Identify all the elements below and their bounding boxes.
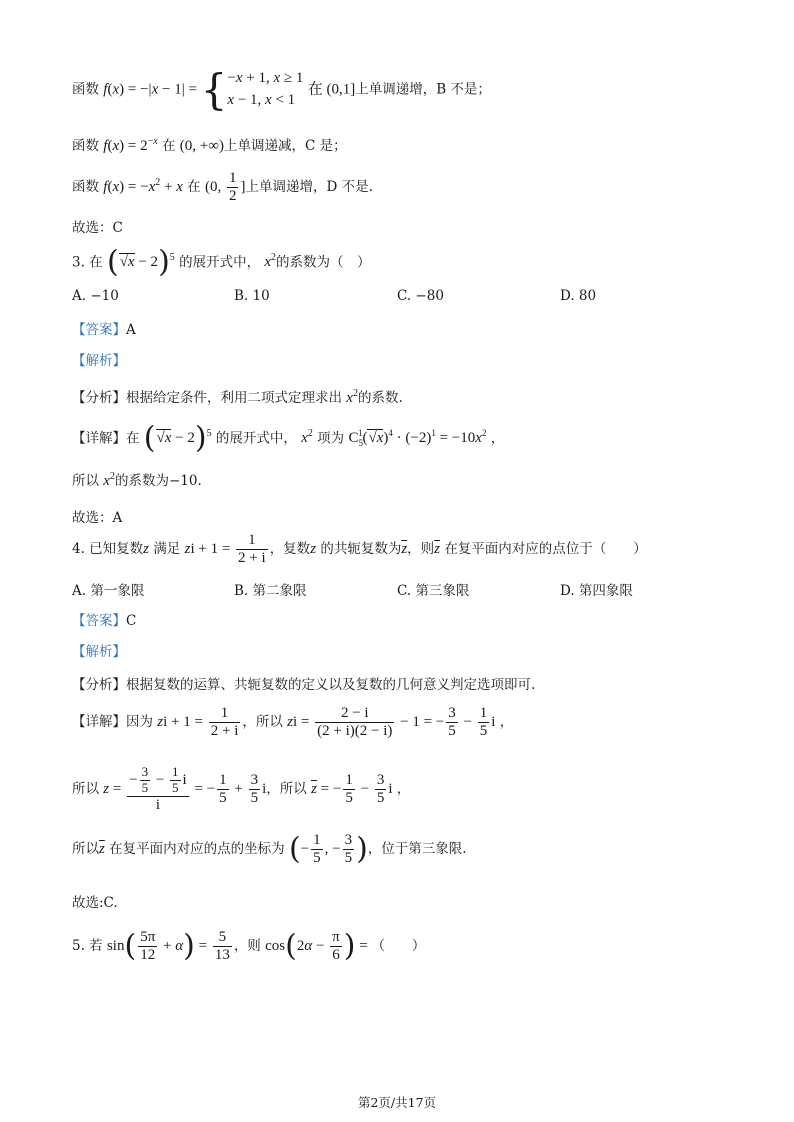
q4-option-c[interactable]: C. 第三象限 xyxy=(397,583,470,599)
q4-option-b[interactable]: B. 第二象限 xyxy=(234,583,307,599)
page-footer: 第2页/共17页 xyxy=(357,1095,437,1110)
q2-line-c: 函数 $f(x) = 2^{-x}$ 在 (0, +∞)上单调递减，C 是； xyxy=(72,136,347,154)
q4-xiangjie: 【详解】因为 zi + 1 = $\frac{1}{2 + i}$ ，所以 zi = $\frac{2 - i}{(2 + i)(2 - i)}$ − 1 = − $\frac{3}{5}$ − $\frac{1}{5}$ i ， xyxy=(72,705,514,740)
q3-fenxi: 【分析】根据给定条件，利用二项式定理求出 $x^2$的系数. xyxy=(72,388,403,406)
q3-option-c[interactable]: C. −80 xyxy=(397,288,444,304)
q3-option-a[interactable]: A. −10 xyxy=(72,288,119,304)
q3-analysis-tag: 【解析】 xyxy=(72,353,126,369)
q2-choice: 故选：C xyxy=(72,220,123,236)
q3-conclusion: 所以 $x^2$的系数为−10. xyxy=(72,471,202,489)
q4-analysis-tag: 【解析】 xyxy=(72,644,126,660)
q4-option-d[interactable]: D. 第四象限 xyxy=(560,583,633,599)
q5-stem: 5. 若 sin( $\frac{5\pi}{12}$ + α) = $\frac{5}{13}$ ，则 cos(2α − $\frac{\pi}{6}$ ) = （ ） xyxy=(72,928,426,964)
q4-line2: 所以 z = − $\frac{3}{5}$ − $\frac{1}{5}$ i i = − $\frac{1}{5}$ + $\frac{3}{5}$ i，所以 $\overline{z}$ = − $\frac{1}{5}$ − $\frac{3}{5}$ i ， xyxy=(72,764,411,813)
q4-options xyxy=(72,579,734,599)
q4-choice: 故选:C. xyxy=(72,895,118,911)
q2-line-b: 函数 f(x) = −|x − 1| = { −x + 1, x ≥ 1 x − 1, x < 1 在 (0,1]上单调递增，B 不是； xyxy=(72,64,491,114)
q3-options xyxy=(72,288,734,308)
piecewise-cases: −x + 1, x ≥ 1 x − 1, x < 1 xyxy=(227,70,304,108)
q2-line-d: 函数 $f(x) = -x^2 + x$ 在 (0, $\frac{1}{2}$ ]上单调递增，D 不是. xyxy=(72,170,373,205)
q4-line3: 所以$\overline{z}$ 在复平面内对应的点的坐标为 (− $\frac{1}{5}$ , − $\frac{3}{5}$ )，位于第三象限. xyxy=(72,831,467,867)
q2-func-b: f(x) = −|x − 1| = xyxy=(103,81,201,98)
q4-answer: 【答案】C xyxy=(72,613,137,629)
q3-stem: 3. 在 $(√x - 2)^5$ 的展开式中， $x^2$的系数为（ ） xyxy=(72,245,371,280)
q3-answer: 【答案】A xyxy=(72,322,136,338)
q3-option-b[interactable]: B. 10 xyxy=(234,288,270,304)
q4-option-a[interactable]: A. 第一象限 xyxy=(72,583,145,599)
q4-stem: 4. 已知复数z 满足 zi + 1 = $\frac{1}{2 + i}$ ，复数z 的共轭复数为$\overline{z}$，则$\overline{z}$ 在复平面内对应的点位于（ ） xyxy=(72,532,647,567)
q4-fenxi: 【分析】根据复数的运算、共轭复数的定义以及复数的几何意义判定选项即可. xyxy=(72,677,536,693)
q3-option-d[interactable]: D. 80 xyxy=(560,288,597,304)
q3-xiangjie: 【详解】在 $(√x - 2)^5$ 的展开式中， $x^2$ 项为 $C_5^1(√x)^4 \cdot (-2)^1 = -10x^2$ ， xyxy=(72,421,505,456)
cases-brace: { xyxy=(200,64,228,114)
q3-choice: 故选：A xyxy=(72,510,123,526)
